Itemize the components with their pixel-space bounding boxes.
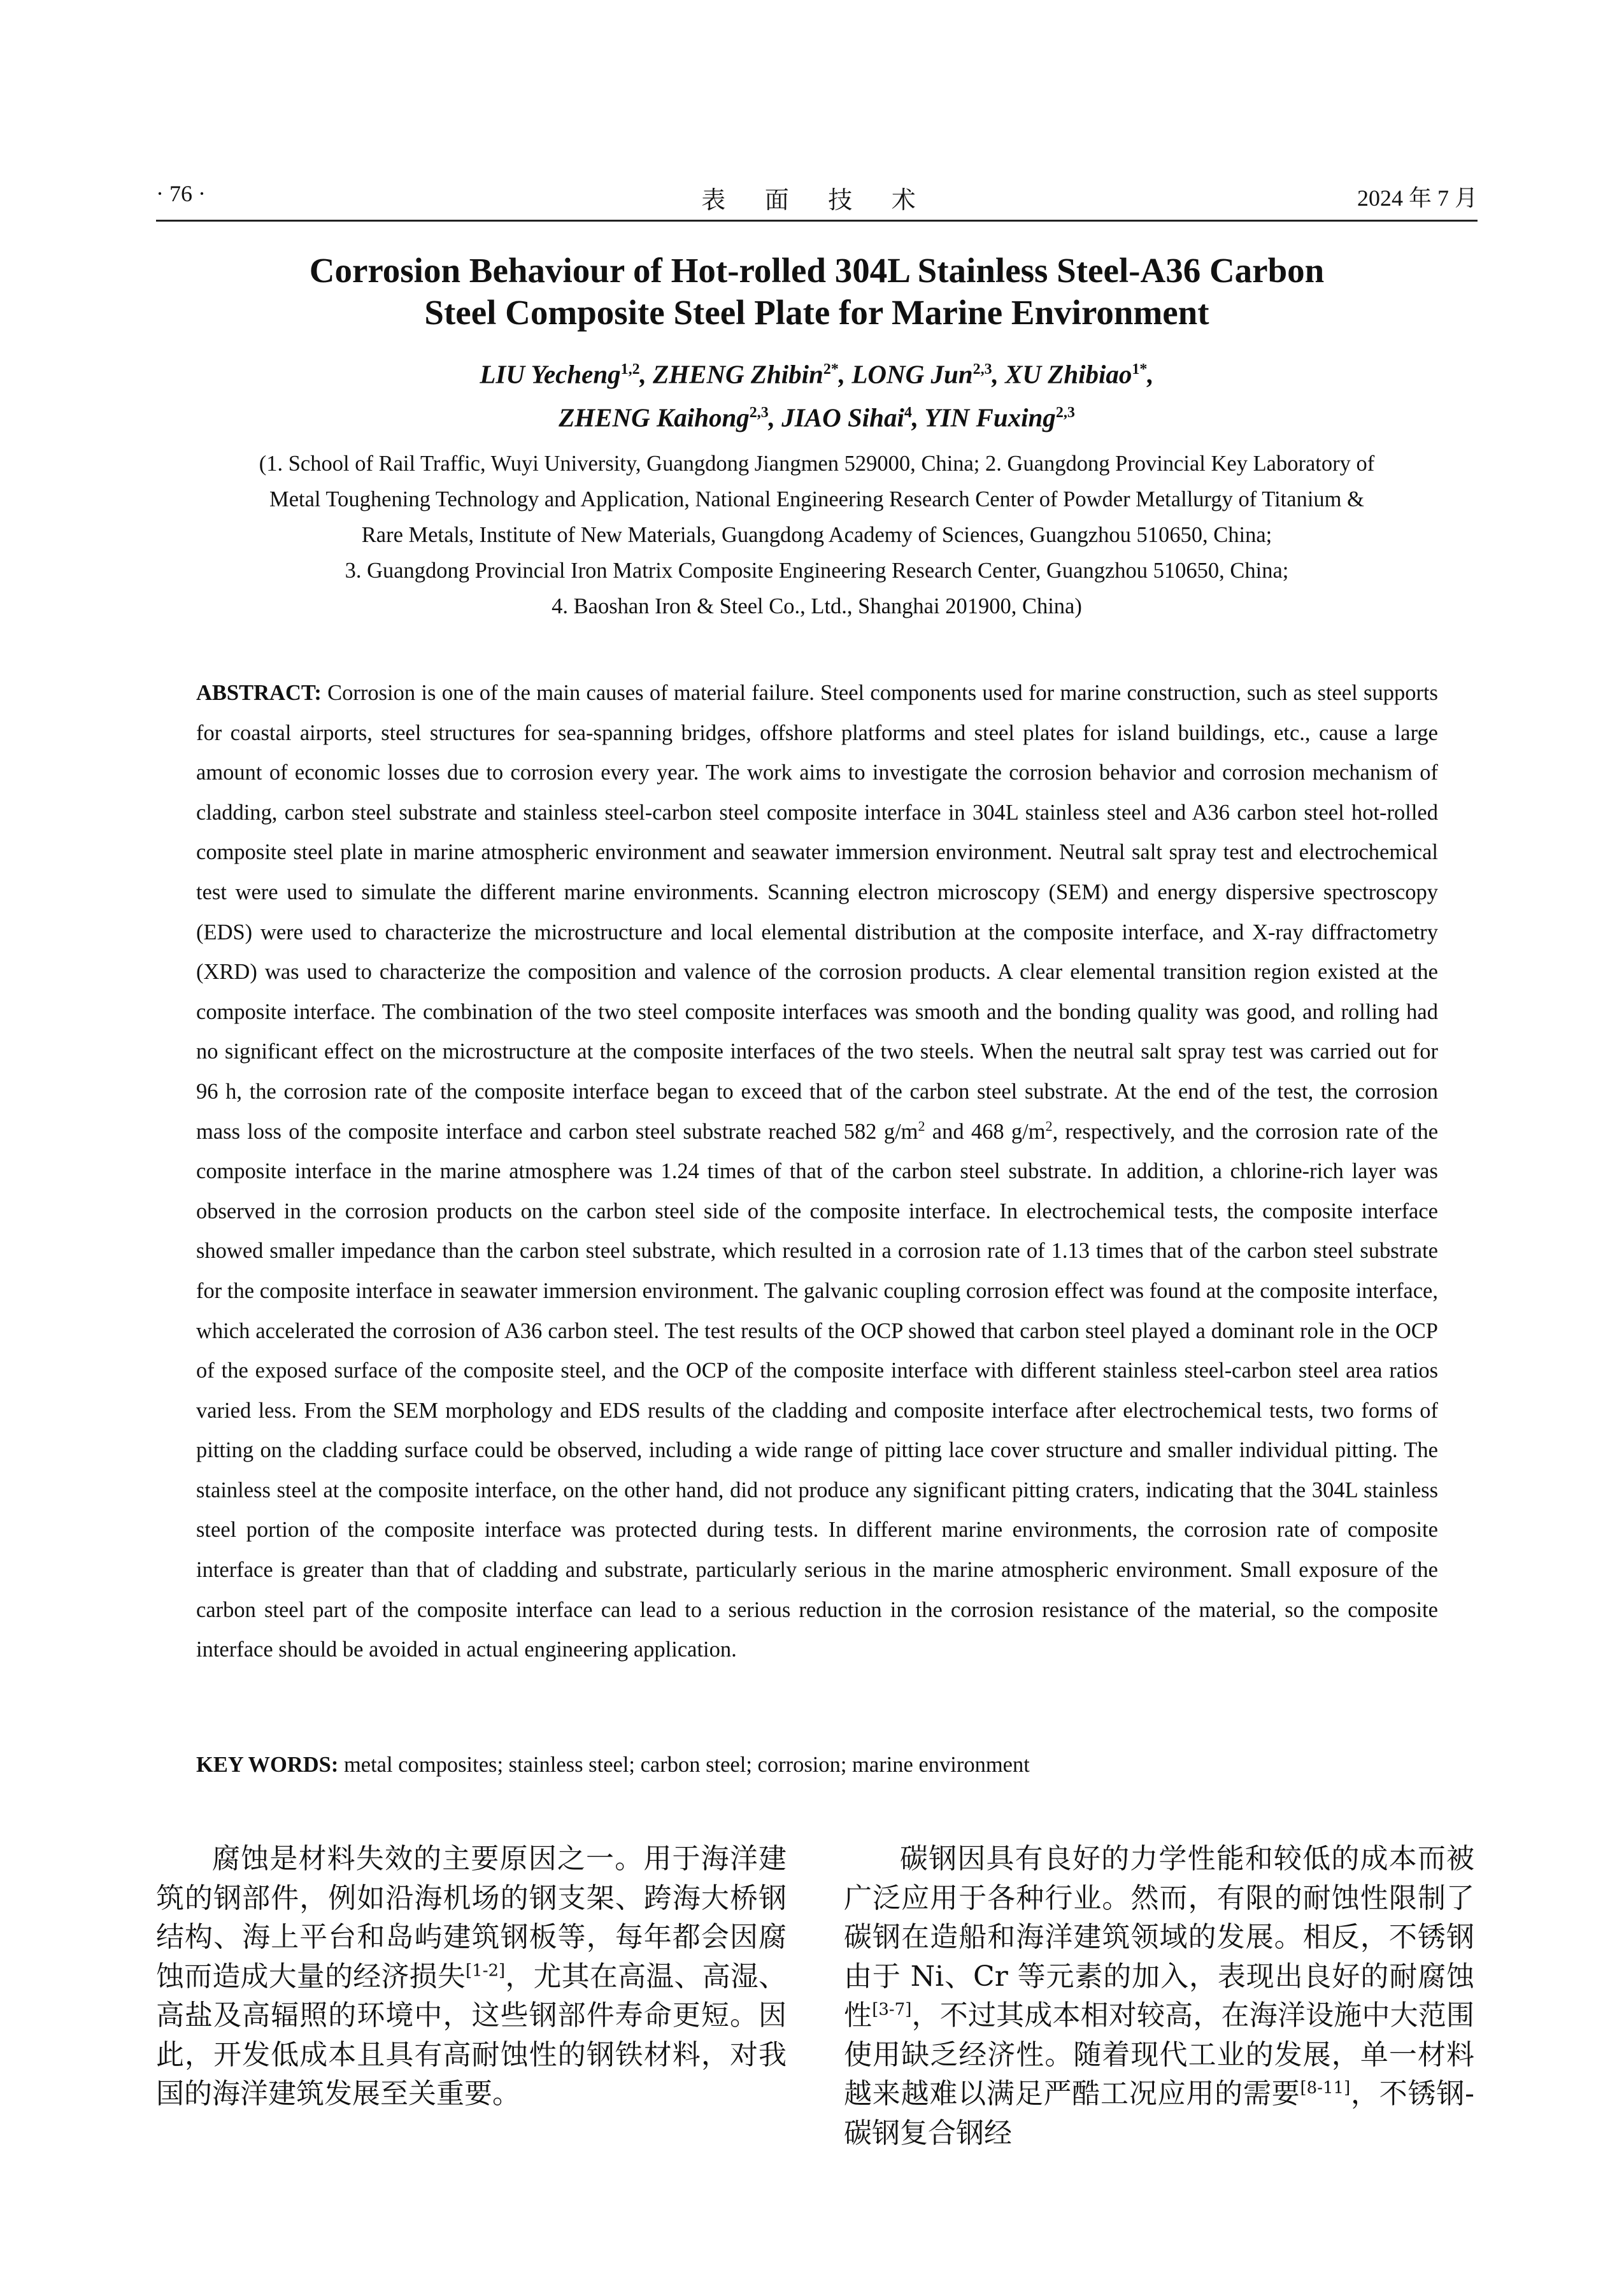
unit-superscript: 2 <box>1045 1118 1053 1134</box>
keywords-text: metal composites; stainless steel; carbon steel; corrosion; marine environment <box>338 1753 1030 1777</box>
running-header <box>156 180 1478 216</box>
affiliation-line: 4. Baoshan Iron & Steel Co., Ltd., Shanghai 201900, China) <box>552 594 1082 618</box>
body-paragraph <box>844 1839 1474 2153</box>
issue-date: 2024 年 7 月 <box>1357 185 1478 211</box>
author-name: LONG Jun <box>851 359 973 389</box>
author-name: YIN Fuxing <box>924 403 1056 432</box>
author-affil-mark: 4 <box>904 404 912 421</box>
author-separator: , <box>992 359 1006 389</box>
paragraph-text: ，不过其成本相对较高，在海洋设施中大范围使用缺乏经济性。随着现代工业的发展，单一材料越来越难以满足严酷工况应用的需要 <box>844 1999 1475 2110</box>
author-separator: , <box>1147 359 1154 389</box>
author-separator: , <box>639 359 653 389</box>
citation: [8-11] <box>1300 2078 1351 2098</box>
affiliation-line: (1. School of Rail Traffic, Wuyi University, Guangdong Jiangmen 529000, China; 2. Guangdong Provincial Key Laboratory of <box>259 452 1375 476</box>
author-list <box>156 350 1478 436</box>
author-separator: , <box>838 359 852 389</box>
paragraph-text: ，不锈钢-碳钢复合钢经 <box>844 2077 1474 2149</box>
author-affil-mark: 1,2 <box>620 361 640 378</box>
abstract-label: ABSTRACT: <box>196 681 322 705</box>
author-name: JIAO Sihai <box>781 403 904 432</box>
author-affil-mark: 2,3 <box>1055 404 1075 421</box>
title-line-1: Corrosion Behaviour of Hot-rolled 304L Stainless Steel-A36 Carbon <box>309 251 1325 290</box>
abstract-text: Corrosion is one of the main causes of material failure. Steel components used for marine construction, such as steel supports for coastal airports, steel structures for sea-spanning bridges, offshore platforms and steel plates for island buildings, etc., cause a large amount of economic losses due to corrosion every year. The work aims to investigate the corrosion behavior and corrosion mechanism of cladding, carbon steel substrate and stainless steel-carbon steel composite interface in 304L stainless steel and A36 carbon steel hot-rolled composite steel plate in marine atmospheric environment and seawater immersion environment. Neutral salt spray test and electrochemical test were used to simulate the different marine environments. Scanning electron microscopy (SEM) and energy dispersive spectroscopy (EDS) were used to characterize the microstructure and local elemental distribution at the composite interface, and X-ray diffractometry (XRD) was used to characterize the composition and valence of the corrosion products. A clear elemental transition region existed at the composite interface. The combination of the two steel composite interfaces was smooth and the bonding quality was good, and rolling had no significant effect on the microstructure at the composite interfaces of the two steels. When the neutral salt spray test was carried out for 96 h, the corrosion rate of the composite interface began to exceed that of the carbon steel substrate. At the end of the test, the corrosion mass loss of the composite interface and carbon steel substrate reached 582 g/m <box>196 681 1438 1144</box>
author-name: LIU Yecheng <box>480 359 621 389</box>
paragraph-text: 腐蚀是材料失效的主要原因之一。用于海洋建筑的钢部件，例如沿海机场的钢支架、跨海大桥钢结构、海上平台和岛屿建筑钢板等，每年都会因腐蚀而造成大量的经济损失 <box>156 1842 787 1993</box>
affiliation-line: Rare Metals, Institute of New Materials, Guangdong Academy of Sciences, Guangzhou 510650, China; <box>361 523 1272 547</box>
citation: [3-7] <box>872 2000 912 2020</box>
header-rule <box>156 220 1478 222</box>
author-line-1 <box>156 350 1478 394</box>
abstract <box>196 673 1438 1670</box>
author-affil-mark: 2,3 <box>972 361 992 378</box>
paragraph-text: 碳钢因具有良好的力学性能和较低的成本而被广泛应用于各种行业。然而，有限的耐蚀性限制了碳钢在造船和海洋建筑领域的发展。相反，不锈钢由于 Ni、Cr 等元素的加入，表现出良好的耐腐蚀性 <box>844 1842 1474 2032</box>
keywords <box>196 1746 1438 1784</box>
body-paragraph <box>156 1839 787 2114</box>
affiliation-line: 3. Guangdong Provincial Iron Matrix Composite Engineering Research Center, Guangzhou 510650, China; <box>345 559 1289 583</box>
body-column-left <box>156 1839 787 2114</box>
author-name: ZHENG Zhibin <box>653 359 823 389</box>
title-line-2: Steel Composite Steel Plate for Marine Environment <box>424 293 1209 332</box>
abstract-text: and 468 g/m <box>925 1119 1046 1144</box>
keywords-label: KEY WORDS: <box>196 1753 339 1777</box>
citation: [1-2] <box>466 1960 506 1980</box>
paper-title <box>156 250 1478 334</box>
author-separator: , <box>768 403 782 432</box>
body-column-right <box>844 1839 1474 2153</box>
author-separator: , <box>911 403 925 432</box>
paragraph-text: ，尤其在高温、高湿、高盐及高辐照的环境中，这些钢部件寿命更短。因此，开发低成本且具有高耐蚀性的钢铁材料，对我国的海洋建筑发展至关重要。 <box>156 1960 787 2110</box>
author-name: ZHENG Kaihong <box>559 403 750 432</box>
page-number: · 76 · <box>156 181 206 206</box>
unit-superscript: 2 <box>918 1118 925 1134</box>
author-affil-mark: 2,3 <box>749 404 769 421</box>
author-affil-mark: 2* <box>823 361 839 378</box>
abstract-text: , respectively, and the corrosion rate of the composite interface in the marine atmosphere was 1.24 times of that of the carbon steel substrate. In addition, a chlorine-rich layer was observed in the corrosion products on the carbon steel side of the composite interface. In electrochemical tests, the composite interface showed smaller impedance than the carbon steel substrate, which resulted in a corrosion rate of 1.13 times that of the carbon steel substrate for the composite interface in seawater immersion environment. The galvanic coupling corrosion effect was found at the composite interface, which accelerated the corrosion of A36 carbon steel. The test results of the OCP showed that carbon steel played a dominant role in the OCP of the exposed surface of the composite steel, and the OCP of the composite interface with different stainless steel-carbon steel area ratios varied less. From the SEM morphology and EDS results of the cladding and composite interface after electrochemical tests, two forms of pitting on the cladding surface could be observed, including a wide range of pitting lace cover structure and smaller individual pitting. The stainless steel at the composite interface, on the other hand, did not produce any significant pitting craters, indicating that the 304L stainless steel portion of the composite interface was protected during tests. In different marine environments, the corrosion rate of composite interface is greater than that of cladding and substrate, particularly serious in the marine atmospheric environment. Small exposure of the carbon steel part of the composite interface can lead to a serious reduction in the corrosion resistance of the material, so the composite interface should be avoided in actual engineering application. <box>196 1119 1439 1662</box>
affiliations <box>156 446 1478 624</box>
author-line-2 <box>156 394 1478 437</box>
author-affil-mark: 1* <box>1132 361 1148 378</box>
affiliation-line: Metal Toughening Technology and Application, National Engineering Research Center of Powder Metallurgy of Titanium & <box>269 487 1364 511</box>
author-name: XU Zhibiao <box>1005 359 1132 389</box>
journal-name: 表 面 技 术 <box>701 187 932 214</box>
